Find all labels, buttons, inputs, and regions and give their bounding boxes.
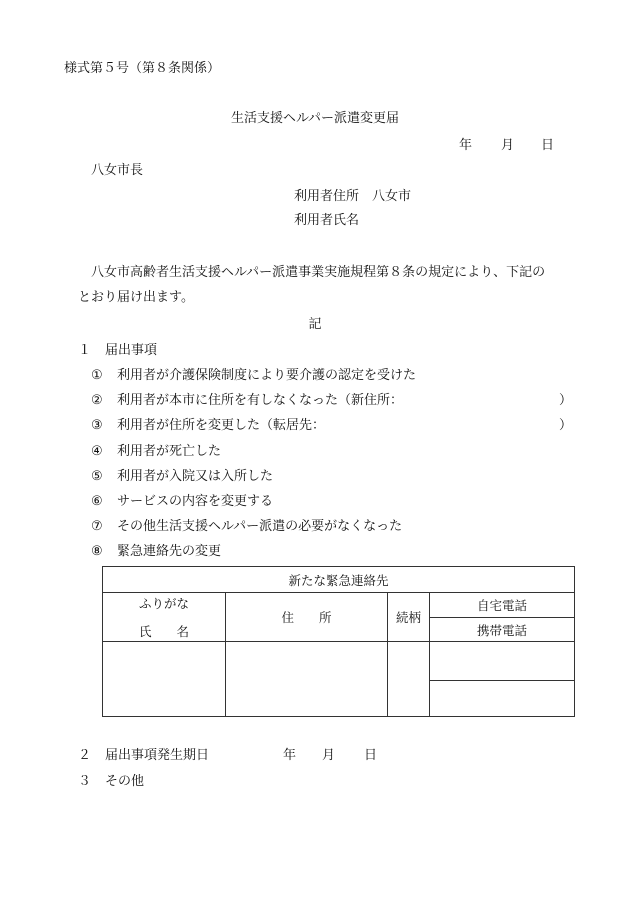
section-2-number: ２ [78, 748, 92, 763]
mobile-phone-header: 携帯電話 [430, 618, 575, 642]
item-text: 利用者が住所を変更した（転居先： [117, 418, 326, 433]
body-text-line-2: とおり届け出ます。 [78, 290, 194, 305]
section-2-day-label: 日 [364, 748, 378, 763]
section-1-heading [78, 343, 158, 359]
item-text: 利用者が本市に住所を有しなくなった（新住所： [117, 393, 404, 408]
list-item [91, 519, 402, 535]
applicant-address-label: 利用者住所 八女市 [294, 189, 412, 204]
relation-header: 続柄 [388, 593, 430, 642]
list-item [91, 368, 416, 384]
item-mark: ⑦ [91, 519, 103, 534]
item-mark: ② [91, 393, 103, 408]
item-mark: ③ [91, 418, 103, 433]
section-2-heading [78, 748, 378, 764]
name-input-cell[interactable] [103, 642, 226, 717]
address-input-cell[interactable] [226, 642, 388, 717]
item-text: その他生活支援ヘルパー派遣の必要がなくなった [117, 519, 403, 534]
list-item [91, 544, 221, 560]
item-text: 利用者が入院又は入所した [117, 469, 274, 484]
section-2-month-label: 月 [322, 748, 336, 763]
document-title: 生活支援ヘルパー派遣変更届 [230, 111, 400, 126]
item-mark: ⑤ [91, 469, 103, 484]
item-text: 利用者が死亡した [117, 444, 222, 459]
item-mark: ⑥ [91, 494, 103, 509]
addressee: 八女市長 [91, 163, 144, 178]
section-2-label: 届出事項発生期日 [105, 748, 210, 763]
item-mark: ④ [91, 444, 103, 459]
home-phone-input-cell[interactable] [430, 642, 575, 681]
relation-input-cell[interactable] [388, 642, 430, 717]
address-header: 住 所 [226, 593, 388, 642]
home-phone-header: 自宅電話 [430, 593, 575, 618]
mobile-phone-input-cell[interactable] [430, 681, 575, 717]
contact-table-header: 新たな緊急連絡先 [103, 567, 575, 593]
name-label: 氏 名 [138, 624, 189, 639]
section-3-number: ３ [78, 774, 92, 789]
date-month-label: 月 [501, 138, 515, 153]
item-text: 利用者が介護保険制度により要介護の認定を受けた [117, 368, 417, 383]
emergency-contact-table [102, 566, 575, 717]
item-text: サービスの内容を変更する [117, 494, 274, 509]
section-3-heading [78, 774, 145, 790]
section-1-number: １ [78, 343, 92, 358]
list-item [91, 393, 403, 409]
item-mark: ⑧ [91, 544, 103, 559]
furigana-name-header [103, 593, 226, 642]
date-year-label: 年 [459, 138, 473, 153]
section-2-year-label: 年 [283, 748, 297, 763]
ki-heading: 記 [308, 317, 322, 332]
body-text-line-1: 八女市高齢者生活支援ヘルパー派遣事業実施規程第８条の規定により、下記の [91, 265, 546, 280]
list-item [91, 469, 273, 485]
form-number: 様式第５号（第８条関係） [64, 61, 221, 76]
section-3-label: その他 [105, 774, 145, 789]
list-item [91, 418, 325, 434]
applicant-name-label: 利用者氏名 [294, 213, 360, 228]
date-day-label: 日 [541, 138, 555, 153]
list-item [91, 444, 221, 460]
item-close-paren: ） [559, 393, 573, 408]
furigana-label: ふりがな [138, 596, 189, 611]
list-item [91, 494, 273, 510]
item-mark: ① [91, 368, 103, 383]
item-text: 緊急連絡先の変更 [117, 544, 222, 559]
item-close-paren: ） [559, 418, 573, 433]
section-1-label: 届出事項 [105, 343, 158, 358]
